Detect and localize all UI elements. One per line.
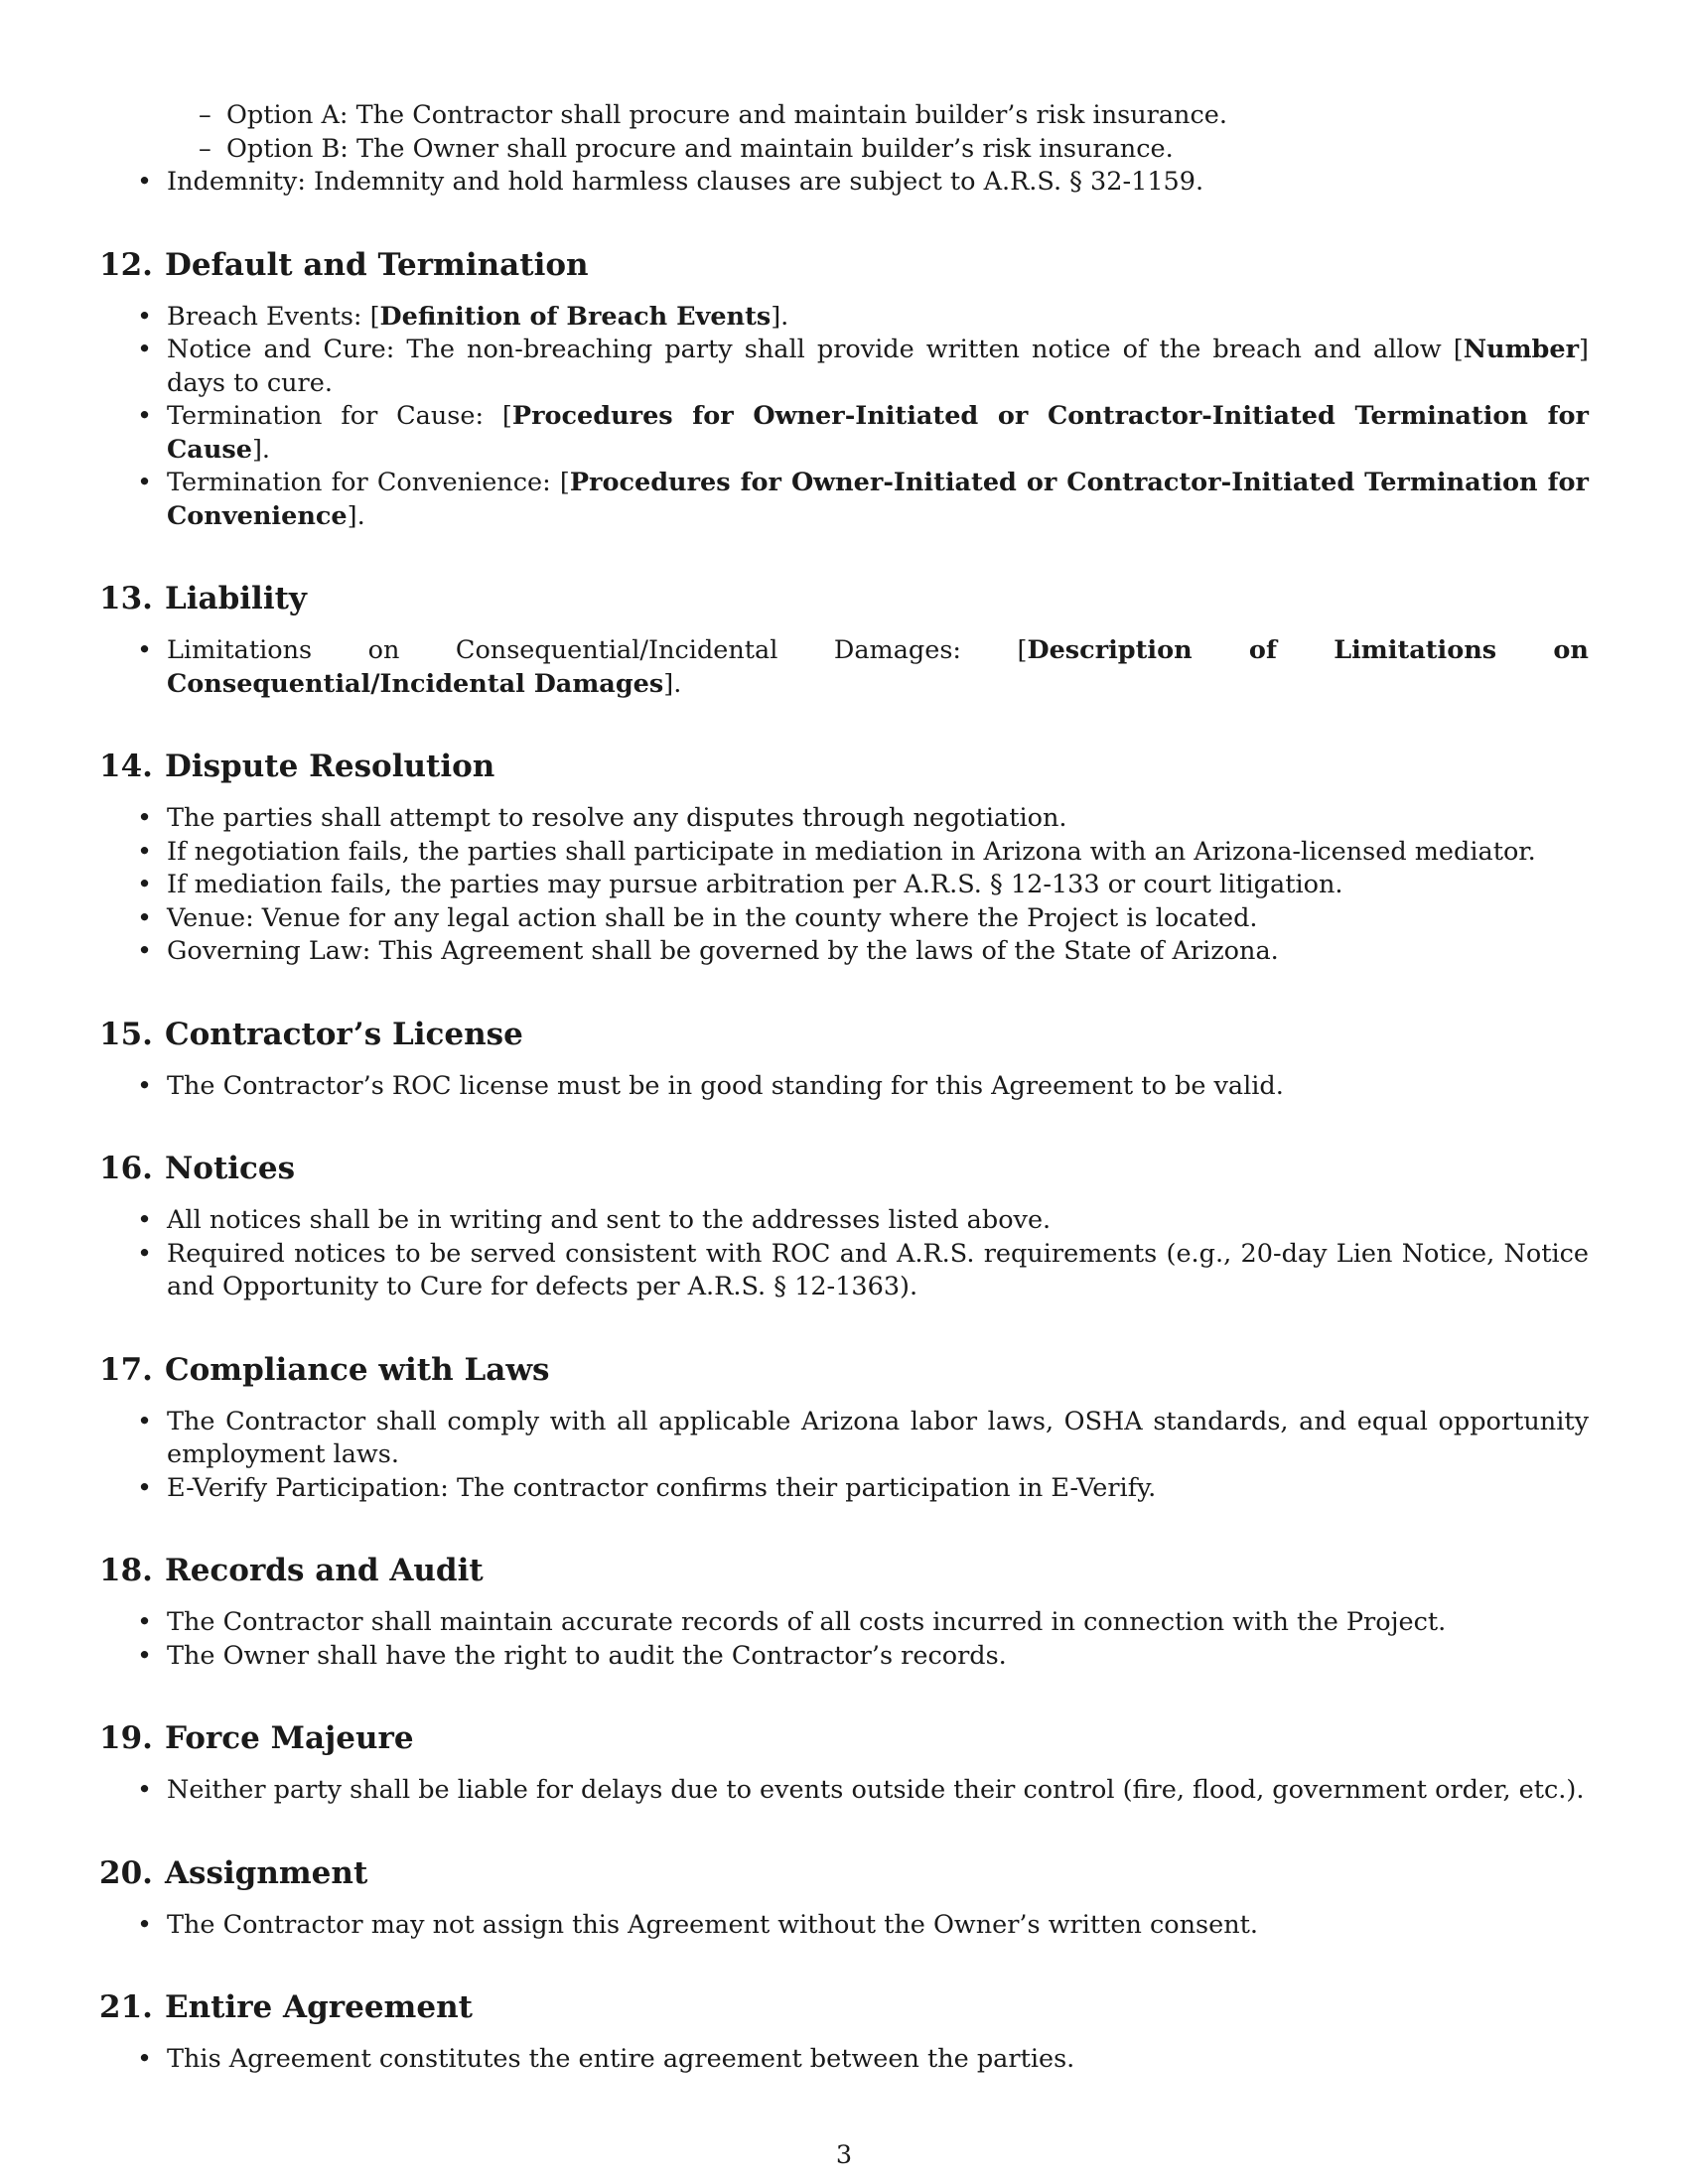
list-item: • Neither party shall be liable for delays due to events outside their control (fire, flood, government order, etc.). (99, 1774, 1589, 1808)
section-19-list (99, 1774, 1589, 1808)
section-heading-21 (99, 1987, 1589, 2027)
section-13-list (99, 634, 1589, 701)
section-heading-17 (99, 1350, 1589, 1390)
list-item: • Venue: Venue for any legal action shall be in the county where the Project is located. (99, 902, 1589, 936)
list-item: • The Contractor’s ROC license must be in good standing for this Agreement to be valid. (99, 1070, 1589, 1104)
document-page (99, 99, 1589, 2077)
section-number: 12. (99, 246, 153, 283)
list-item: • Limitations on Consequential/Incidental Damages: [Description of Limitations on Consequential/Incidental Damages]. (99, 634, 1589, 701)
list-item: • If negotiation fails, the parties shall participate in mediation in Arizona with an Arizona-licensed mediator. (99, 836, 1589, 870)
section-12-list (99, 301, 1589, 534)
list-item: • Indemnity: Indemnity and hold harmless clauses are subject to A.R.S. § 32-1159. (99, 166, 1589, 200)
section-title: Liability (164, 581, 307, 616)
section-title: Notices (164, 1151, 296, 1186)
section-heading-16 (99, 1149, 1589, 1188)
list-item: • Required notices to be served consistent with ROC and A.R.S. requirements (e.g., 20-day Lien Notice, Notice and Opportunity to Cure for defects per A.R.S. § 12-1363). (99, 1238, 1589, 1304)
section-title: Entire Agreement (164, 1989, 473, 2025)
list-item: • The parties shall attempt to resolve any disputes through negotiation. (99, 802, 1589, 836)
section-number: 21. (99, 1989, 153, 2025)
section-number: 20. (99, 1854, 153, 1891)
section-heading-18 (99, 1551, 1589, 1590)
placeholder-text: Procedures for Owner-Initiated or Contractor-Initiated Termination for Cause (167, 401, 1589, 465)
section-21-list (99, 2043, 1589, 2077)
list-item: • Governing Law: This Agreement shall be governed by the laws of the State of Arizona. (99, 935, 1589, 969)
list-item: • The Owner shall have the right to audit the Contractor’s records. (99, 1640, 1589, 1674)
section-number: 15. (99, 1016, 153, 1052)
placeholder-text: Description of Limitations on Consequential/Incidental Damages (167, 635, 1589, 699)
list-item: • The Contractor may not assign this Agreement without the Owner’s written consent. (99, 1909, 1589, 1943)
placeholder-text: Number (1463, 335, 1580, 364)
section-16-list (99, 1204, 1589, 1304)
section-20-list (99, 1909, 1589, 1943)
list-item: • The Contractor shall comply with all applicable Arizona labor laws, OSHA standards, and equal opportunity employment laws. (99, 1406, 1589, 1472)
section-title: Records and Audit (164, 1553, 484, 1588)
list-item: – Option B: The Owner shall procure and maintain builder’s risk insurance. (99, 133, 1589, 167)
list-item: • This Agreement constitutes the entire agreement between the parties. (99, 2043, 1589, 2077)
section-heading-12 (99, 245, 1589, 285)
section-number: 19. (99, 1720, 153, 1756)
list-item: • Notice and Cure: The non-breaching party shall provide written notice of the breach and allow [Number] days to cure. (99, 334, 1589, 400)
placeholder-text: Procedures for Owner-Initiated or Contractor-Initiated Termination for Convenience (167, 468, 1589, 531)
section-heading-19 (99, 1718, 1589, 1758)
list-item: • Termination for Convenience: [Procedures for Owner-Initiated or Contractor-Initiated Termination for Convenience]. (99, 467, 1589, 533)
section-title: Dispute Resolution (164, 749, 495, 784)
list-item: • If mediation fails, the parties may pursue arbitration per A.R.S. § 12-133 or court litigation. (99, 869, 1589, 902)
section-number: 18. (99, 1553, 153, 1588)
list-item: • Termination for Cause: [Procedures for Owner-Initiated or Contractor-Initiated Termination for Cause]. (99, 400, 1589, 467)
section-heading-15 (99, 1015, 1589, 1054)
list-item: • Breach Events: [Definition of Breach Events]. (99, 301, 1589, 335)
section-15-list (99, 1070, 1589, 1104)
section-number: 16. (99, 1151, 153, 1186)
section-title: Compliance with Laws (164, 1351, 550, 1388)
list-item: • All notices shall be in writing and sent to the addresses listed above. (99, 1204, 1589, 1238)
section-heading-20 (99, 1853, 1589, 1893)
section-number: 14. (99, 749, 153, 784)
section-title: Force Majeure (164, 1720, 414, 1756)
section-title: Contractor’s License (164, 1016, 523, 1052)
section-heading-14 (99, 747, 1589, 786)
section-18-list (99, 1606, 1589, 1673)
insurance-options-list (99, 99, 1589, 166)
list-item: • E-Verify Participation: The contractor confirms their participation in E-Verify. (99, 1472, 1589, 1506)
section-heading-13 (99, 579, 1589, 618)
section-title: Assignment (164, 1854, 368, 1891)
section-number: 17. (99, 1351, 153, 1388)
section-17-list (99, 1406, 1589, 1506)
page-number: 3 (835, 2140, 853, 2170)
indemnity-list (99, 166, 1589, 200)
section-number: 13. (99, 581, 153, 616)
list-item: – Option A: The Contractor shall procure and maintain builder’s risk insurance. (99, 99, 1589, 133)
section-14-list (99, 802, 1589, 969)
list-item: • The Contractor shall maintain accurate records of all costs incurred in connection with the Project. (99, 1606, 1589, 1640)
placeholder-text: Definition of Breach Events (379, 301, 772, 332)
section-title: Default and Termination (164, 246, 589, 283)
